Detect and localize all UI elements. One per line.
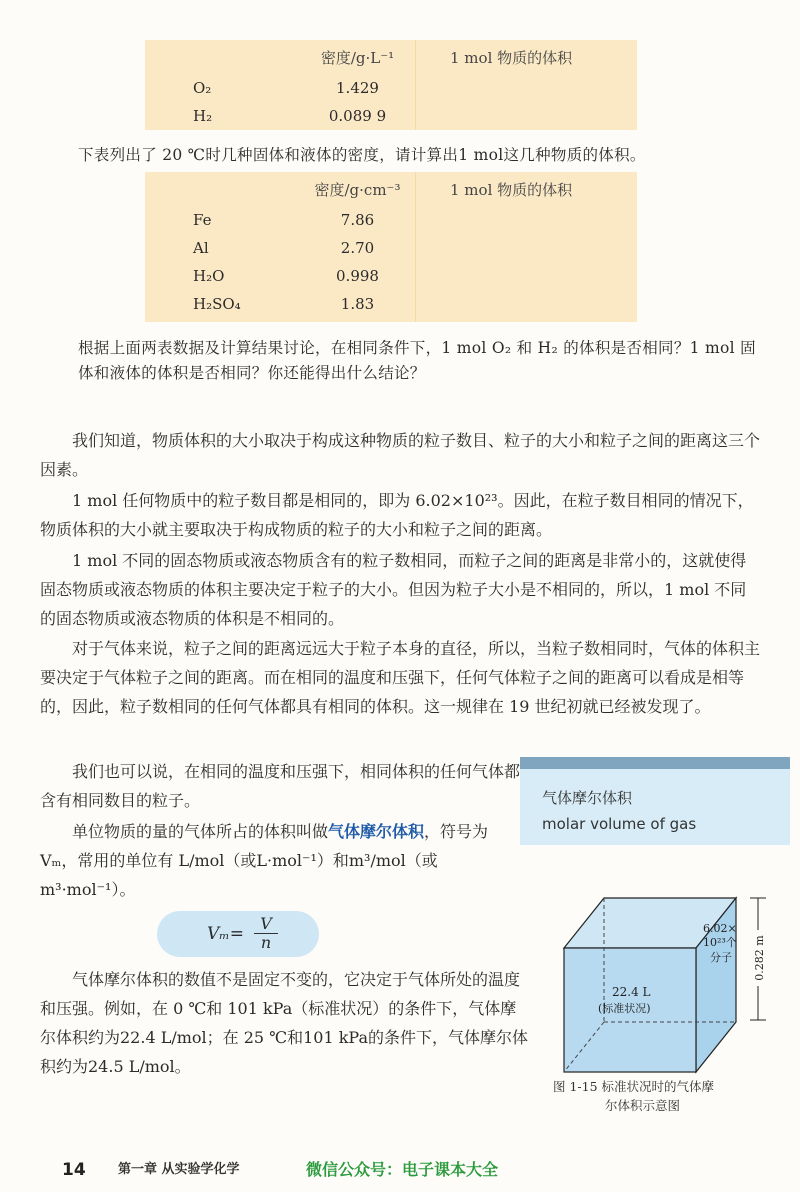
substance-cell: Fe (193, 211, 212, 229)
table-row (145, 208, 637, 232)
substance-cell: H₂O (193, 267, 225, 285)
table-header-row (145, 46, 637, 70)
molecule-count-label: 分子 (710, 951, 732, 964)
definition-text: 单位物质的量的气体所占的体积叫做 (72, 822, 329, 841)
term-sidebar (520, 757, 790, 845)
discussion-question: 根据上面两表数据及计算结果讨论，在相同条件下，1 mol O₂ 和 H₂ 的体积是否相同？1 mol 固体和液体的体积是否相同？你还能得出什么结论？ (78, 339, 756, 382)
sidebar-top-bar (520, 757, 790, 769)
table-row (145, 104, 637, 128)
density-cell: 0.998 (336, 267, 379, 285)
paragraph: 对于气体来说，粒子之间的距离远远大于粒子本身的直径，所以，当粒子数相同时，气体的体积主要决定于气体粒子之间的距离。而在相同的温度和压强下，任何气体粒子之间的距离可以看成是相等的，因此，粒子数相同的任何气体都具有相同的体积。这一规律在 19 世纪初就已经被发现了。 (40, 639, 761, 716)
header-molar-volume: 1 mol 物质的体积 (450, 181, 573, 199)
density-cell: 1.429 (336, 79, 379, 97)
sidebar-term-zh: 气体摩尔体积 (542, 789, 633, 807)
keyword-molar-volume: 气体摩尔体积 (328, 822, 425, 841)
sidebar-term-en: molar volume of gas (542, 815, 697, 833)
formula-lhs: Vₘ= (207, 924, 244, 944)
caption-line: 尔体积示意图 (605, 1098, 681, 1113)
substance-cell: Al (193, 239, 209, 257)
substance-cell: O₂ (193, 79, 212, 97)
paragraph: 1 mol 不同的固态物质或液态物质含有的粒子数相同，而粒子之间的距离是非常小的，这就使得固态物质或液态物质的体积主要决定于粒子的大小。但因为粒子大小是不相同的，所以，1 mol 不同的固态物质或液态物质的体积是不相同的。 (40, 551, 747, 628)
volume-label: 22.4 L (612, 985, 651, 999)
formula-numerator: V (254, 915, 278, 934)
density-cell: 7.86 (340, 211, 375, 229)
definition-text-rest: ，符号为 Vₘ，常用的单位有 L/mol（或L·mol⁻¹）和m³/mol（或m³·mol⁻¹）。 (40, 822, 489, 899)
table-row (145, 76, 637, 100)
table-row (145, 236, 637, 260)
formula-fraction (254, 915, 278, 952)
substance-cell: H₂ (193, 107, 213, 125)
header-density: 密度/g·L⁻¹ (320, 49, 395, 67)
paragraph: 气体摩尔体积的数值不是固定不变的，它决定于气体所处的温度和压强。例如，在 0 ℃和 101 kPa（标准状况）的条件下，气体摩尔体积约为22.4 L/mol；在 25 ℃和101 kPa的条件下，气体摩尔体积约为24.5 L/mol。 (40, 970, 528, 1076)
page-number: 14 (62, 1160, 86, 1180)
molecule-count-label: 10²³个 (703, 936, 737, 949)
header-density: 密度/g·cm⁻³ (314, 181, 401, 199)
density-cell: 1.83 (340, 295, 375, 313)
figure-caption (553, 1077, 783, 1115)
paragraph: 我们也可以说，在相同的温度和压强下，相同体积的任何气体都含有相同数目的粒子。 (40, 762, 521, 810)
header-molar-volume: 1 mol 物质的体积 (450, 49, 573, 67)
paragraph-definition (40, 817, 530, 904)
formula-denominator: n (260, 933, 272, 952)
table2-intro: 下表列出了 20 ℃时几种固体和液体的密度，请计算出1 mol这几种物质的体积。 (78, 146, 646, 164)
table-solid-liquid-density (145, 172, 637, 322)
cube-figure (560, 892, 780, 1074)
table-gas-density (145, 40, 637, 130)
density-cell: 0.089 9 (328, 107, 387, 125)
molecule-count-label: 6.02× (703, 922, 737, 935)
formula-molar-volume (157, 911, 319, 957)
caption-line: 图 1-15 标准状况时的气体摩 (553, 1079, 715, 1094)
paragraph: 我们知道，物质体积的大小取决于构成这种物质的粒子数目、粒子的大小和粒子之间的距离这三个因素。 (40, 431, 761, 479)
watermark-text: 微信公众号：电子课本大全 (306, 1160, 499, 1179)
condition-label: (标准状况) (598, 1002, 651, 1015)
substance-cell: H₂SO₄ (193, 295, 241, 313)
table-row (145, 292, 637, 316)
table-header-row (145, 178, 637, 202)
edge-length-label: 0.282 m (753, 935, 766, 981)
density-cell: 2.70 (340, 239, 375, 257)
chapter-label: 第一章 从实验学化学 (118, 1162, 240, 1177)
table-row (145, 264, 637, 288)
paragraph: 1 mol 任何物质中的粒子数目都是相同的，即为 6.02×10²³。因此，在粒子数目相同的情况下，物质体积的大小就主要取决于构成物质的粒子的大小和粒子之间的距离。 (40, 491, 754, 539)
